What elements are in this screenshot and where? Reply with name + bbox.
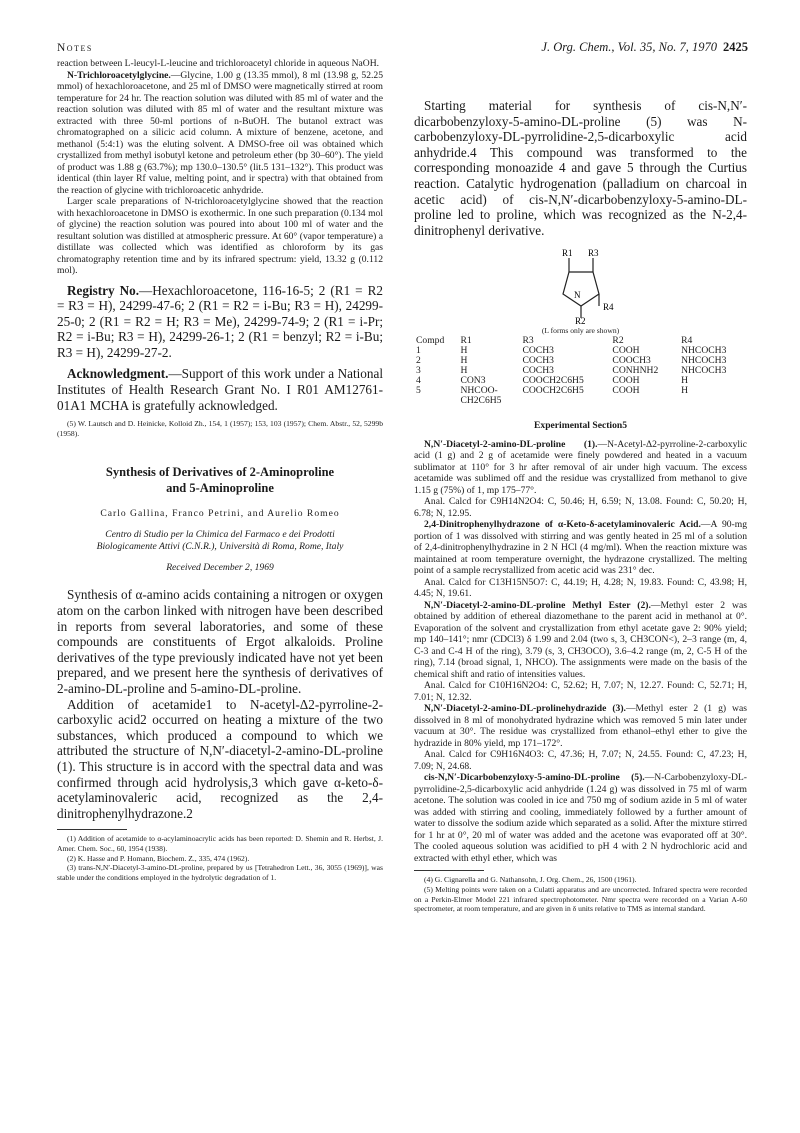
procedure-compound-2: [414, 600, 747, 681]
procedure-text: —Methyl ester 2 was obtained by addition of ethereal diazomethane to the parent acid in methanol at 0°. Evaporation of the solvent and crystallization from ethyl acetate gave 2: 90% yield; mp 140–141°; nmr (CDCl3) δ 1.99 and 2.04 (two s, 3, CH3CON<), 2–3 range (m, 4, C-3 and C-4 H of the ring), 3.79 (s, 3, CH3OCO), 3.6–4.2 range (m, 2, C-5 H of the ring), 7.14 (broad signal, 1, NHCO). The assignments were made on the basis of the chemical shift and ratio of intensities values.: [414, 599, 747, 680]
ring-bonds: [563, 272, 599, 306]
footnote-5-prev: (5) W. Lautsch and D. Heinicke, Kolloid Zh., 154, 1 (1957); 153, 103 (1957); Chem. Abstr., 52, 5299b (1958).: [57, 419, 383, 438]
structure-caption: (L forms only are shown): [541, 326, 620, 336]
label-r3: R3: [587, 248, 599, 259]
procedure-text: —Methyl ester 2 (1 g) was dissolved in 8 ml of monohydrated hydrazine which was removed 5 min later under vacuum at 30°. The residue was crystallized from ethanol–ethyl ether to give the hydrazide in 80% yield, mp 171–172°.: [414, 703, 747, 749]
journal-citation: J. Org. Chem., Vol. 35, No. 7, 1970: [541, 40, 717, 54]
table-cell: H: [460, 354, 468, 366]
continued-paragraph: reaction between L-leucyl-L-leucine and trichloroacetyl chloride in aqueous NaOH.: [57, 58, 380, 69]
procedure-heading: cis-N,N′-Dicarbobenzyloxy-5-amino-DL-proline (5).: [424, 772, 645, 784]
table-cell: H: [460, 364, 468, 376]
analysis-compound-1: Anal. Calcd for C9H14N2O4: C, 50.46; H, 6.59; N, 13.08. Found: C, 50.20; H, 6.78; N, 12.95.: [414, 496, 747, 519]
analysis-compound-3: Anal. Calcd for C9H16N4O3: C, 47.36; H, 7.07; N, 24.55. Found: C, 47.23; H, 7.09; N, 24.68.: [414, 749, 747, 772]
authors: Carlo Gallina, Franco Petrini, and Aurelio Romeo: [100, 508, 340, 520]
table-cell: COCH3: [522, 354, 554, 366]
table-cell: COCH3: [522, 364, 554, 376]
table-cell: H: [681, 384, 688, 396]
table-header: R1: [460, 334, 472, 346]
procedure-text: —Glycine, 1.00 g (13.35 mmol), 8 ml (13.98 g, 52.25 mmol) of hexachloroacetone, and 25 ml of DMSO were magnetically stirred at room temperature for 24 hr. The reaction solution was diluted with 85 ml of water and the reaction solution was diluted with 85 ml of water and the resultant mixture was extracted with three 50-ml portions of n-BuOH. The butanol extract was chromatographed on a silicic acid column. A mixture of benzene, acetone, and methanol (5:4:1) was the eluting solvent. A DMSO-free oil was obtained which crystallized from methyl isobutyl ketone and petroleum ether (bp 30–60°). The yield of product was 1.88 g (63.7%); mp 130.0–130.5° (lit.5 131–132°). This product was identical (thin layer Rf value, melting point, and ir spectra) with that obtained from the reaction of glycine with trichloroacetic anhydride.: [57, 69, 383, 196]
intro-paragraph-2: Addition of acetamide1 to N-acetyl-Δ2-pyrroline-2-carboxylic acid2 occurred on heating a mixture of the two substances, which produced a compound to which we attributed the structure of N,N′-diacetyl-2-amino-DL-proline (1). This structure is in accord with the spectral data and was confirmed through acid hydrolysis,3 which gave α-keto-δ-acetylaminovaleric acid, recognized as the 2,4-dinitrophenylhydrazone.2: [57, 696, 383, 821]
pyrrolidine-structure: [521, 246, 641, 324]
table-cell: NHCOO-: [460, 384, 498, 396]
table-cell: CON3: [460, 374, 486, 386]
table-cell: NHCOCH3: [681, 344, 727, 356]
registry-paragraph: [57, 283, 383, 361]
label-r4: R4: [602, 302, 614, 313]
intro-paragraph-3: Starting material for synthesis of cis-N,N′-dicarbobenzyloxy-5-amino-DL-proline (5) was N-carbobenzyloxy-DL-pyrrolidine-2,5-dicarboxylic acid anhydride.4 This compound was transformed to the corresponding monoazide 4 and gave 5 through the Curtius reaction. Catalytic hydrogenation (palladium on charcoal in acetic acid) of cis-N,N′-dicarbobenzyloxy-5-amino-DL-proline led to proline, which was recognized as the N-2,4-dinitrophenyl derivative.: [414, 98, 747, 238]
running-head-section: Notes: [57, 42, 93, 54]
table-header: Compd: [416, 334, 445, 346]
table-cell: 2: [416, 354, 421, 366]
table-cell: 4: [416, 374, 421, 386]
article-title-line2: and 5-Aminoproline: [166, 481, 274, 496]
table-cell: NHCOCH3: [681, 364, 727, 376]
procedure-heading: N,N′-Diacetyl-2-amino-DL-proline (1).: [424, 438, 598, 450]
procedure-heading: 2,4-Dinitrophenylhydrazone of α-Keto-δ-acetylaminovaleric Acid.: [424, 519, 701, 531]
procedure-text: —A 90-mg portion of 1 was dissolved with stirring and was gently heated in 25 ml of a solution of 2,4-dinitrophenylhydrazine in 2 N HCl (4 mg/ml). When the reaction mixture was maintained at room temperature overnight, the hydrazone crystallized. The melting point of a sample recrystallized from acetic acid was 231° dec.: [414, 519, 747, 577]
table-cell: 5: [416, 384, 421, 396]
procedure-text: —N-Acetyl-Δ2-pyrroline-2-carboxylic acid (1 g) and 2 g of acetamide were finely powdered and heated in a vacuum sublimator at 110° for 3 hr after removal of air under high vacuum. The excess acetamide was sublimed off and the residue was crystallized from methanol to give 1.15 g (75%) of 1, mp 175–77°.: [414, 438, 747, 496]
procedure-trichloroacetylglycine: [57, 70, 383, 197]
table-cell: CH2C6H5: [460, 394, 502, 406]
footnote-4: (4) G. Cignarella and G. Nathansohn, J. Org. Chem., 26, 1500 (1961).: [424, 875, 637, 885]
left-column: [57, 58, 383, 882]
table-header: R3: [522, 334, 534, 346]
table-header: R2: [612, 334, 624, 346]
table-cell: COOCH3: [612, 354, 651, 366]
acknowledgment-paragraph: [57, 366, 383, 413]
table-header: R4: [681, 334, 693, 346]
running-head-journal: [541, 40, 748, 55]
table-cell: H: [681, 374, 688, 386]
procedure-hydrazone: [414, 519, 747, 577]
procedure-compound-3: [414, 703, 747, 749]
procedure-text: —N-Carbobenzyloxy-DL-pyrrolidine-2,5-dicarboxylic acid anhydride (1.24 g) was dissolved in 75 ml of warm acetone. The solution was cooled in ice and 750 mg of sodium azide in 5 ml of water was added with stirring and cooling, immediately followed by a further amount of water to dissolve the sodium azide which separated as a solid. After the mixture stirred for 1 hr at 0°, 20 ml of water was added and the acetone was evaporated off at 30°. The cooled aqueous solution was acidified to pH 4 with 2 N hydrochloric acid and extracted with ethyl ether, which was: [414, 772, 747, 864]
analysis-compound-2: Anal. Calcd for C10H16N2O4: C, 52.62; H, 7.07; N, 12.27. Found: C, 52.71; H, 7.01; N, 12.32.: [414, 680, 747, 703]
table-cell: CONHNH2: [612, 364, 659, 376]
table-cell: COOCH2C6H5: [522, 374, 584, 386]
table-row: [414, 396, 747, 406]
procedure-heading: N,N′-Diacetyl-2-amino-DL-proline Methyl Ester (2).: [424, 599, 651, 611]
larger-scale-paragraph: Larger scale preparations of N-trichloroacetylglycine showed that the reaction with hexachloroacetone in DMSO is exothermic. In one such preparation (0.134 mol of glycine) the reaction solution was poured into about 100 ml of water and the resultant solution was distilled at atmospheric pressure. At 60° (vapor temperature) a distillate was collected which was identified as chloroform by its gas chromatography retention time and by its infrared spectrum: yield, 13.32 g (0.112 mol).: [57, 196, 383, 276]
table-cell: COOH: [612, 344, 640, 356]
procedure-heading: N,N′-Diacetyl-2-amino-DL-prolinehydrazide (3).: [424, 703, 626, 715]
article-title-line1: Synthesis of Derivatives of 2-Aminoproline: [105, 465, 335, 480]
right-column: [414, 98, 747, 914]
footnote-1: (1) Addition of acetamide to α-acylaminoacrylic acids has been reported: D. Shemin and R. Herbst, J. Amer. Chem. Soc., 60, 1954 (1938).: [57, 834, 383, 853]
compound-table: [414, 336, 747, 406]
table-cell: 1: [416, 344, 421, 356]
table-cell: COOCH2C6H5: [522, 384, 584, 396]
table-cell: COOH: [612, 374, 640, 386]
table-cell: H: [460, 344, 468, 356]
table-cell: 3: [416, 364, 421, 376]
procedure-compound-5: [414, 772, 747, 864]
received-date: Received December 2, 1969: [166, 562, 274, 574]
experimental-heading: Experimental Section5: [534, 419, 627, 431]
footnote-2: (2) K. Hasse and P. Homann, Biochem. Z., 335, 474 (1962).: [67, 853, 250, 863]
affiliation-line1: Centro di Studio per la Chimica del Farmaco e dei Prodotti: [105, 529, 335, 541]
footnote-3: (3) trans-N,N′-Diacetyl-3-amino-DL-proline, prepared by us [Tetrahedron Lett., 36, 3055 (1969)], was stable under the conditions employed in the hydrolytic degradation of 1.: [57, 863, 383, 882]
label-n: N: [573, 290, 580, 301]
registry-heading: Registry No.: [67, 282, 140, 298]
label-r2: R2: [574, 316, 586, 325]
label-r1: R1: [561, 248, 573, 259]
affiliation-line2: Biologicamente Attivi (C.N.R.), Università di Roma, Rome, Italy: [96, 540, 344, 552]
analysis-hydrazone: Anal. Calcd for C13H15N5O7: C, 44.19; H, 4.28; N, 19.83. Found: C, 43.98; H, 4.45; N, 19.61.: [414, 576, 747, 600]
table-cell: COOH: [612, 384, 640, 396]
page-number: 2425: [723, 40, 748, 54]
acknowledgment-heading: Acknowledgment.: [67, 366, 169, 382]
footnote-5: (5) Melting points were taken on a Culatti apparatus and are uncorrected. Infrared spectra were recorded on a Perkin-Elmer Model 221 infrared spectrophotometer. Nmr spectra were recorded on a Varian A-60 spectrometer, at room temperature, and are given in δ units relative to TMS as internal standard.: [414, 885, 747, 914]
acknowledgment-text: —Support of this work under a National Institutes of Health Research Grant No. I R01 AM12761-01A1 MCHA is gratefully acknowledged.: [57, 366, 383, 413]
table-cell: NHCOCH3: [681, 354, 727, 366]
table-cell: COCH3: [522, 344, 554, 356]
procedure-compound-1: [414, 439, 747, 497]
registry-text: —Hexachloroacetone, 116-16-5; 2 (R1 = R2 = R3 = H), 24299-47-6; 2 (R1 = R2 = i-Bu; R3 = H), 24299-25-0; 2 (R1 = R2 = H; R3 = Me), 24299-74-9; 2 (R1 = i-Pr; R2 = i-Bu; R3 = H), 24299-26-1; 2 (R1 = benzyl; R2 = i-Bu; R3 = H), 24299-27-2.: [57, 282, 384, 360]
procedure-heading: N-Trichloroacetylglycine.: [67, 69, 171, 81]
intro-paragraph-1: Synthesis of α-amino acids containing a nitrogen or oxygen atom on the carbon linked with nitrogen have been described in reports from several laboratories, and some of these compounds are constituents of Ergot alkaloids. Proline derivatives of the type previously indicated have not yet been prepared, and we present here the synthesis of derivatives of 2-amino-DL-proline and 5-amino-DL-proline.: [57, 587, 383, 696]
